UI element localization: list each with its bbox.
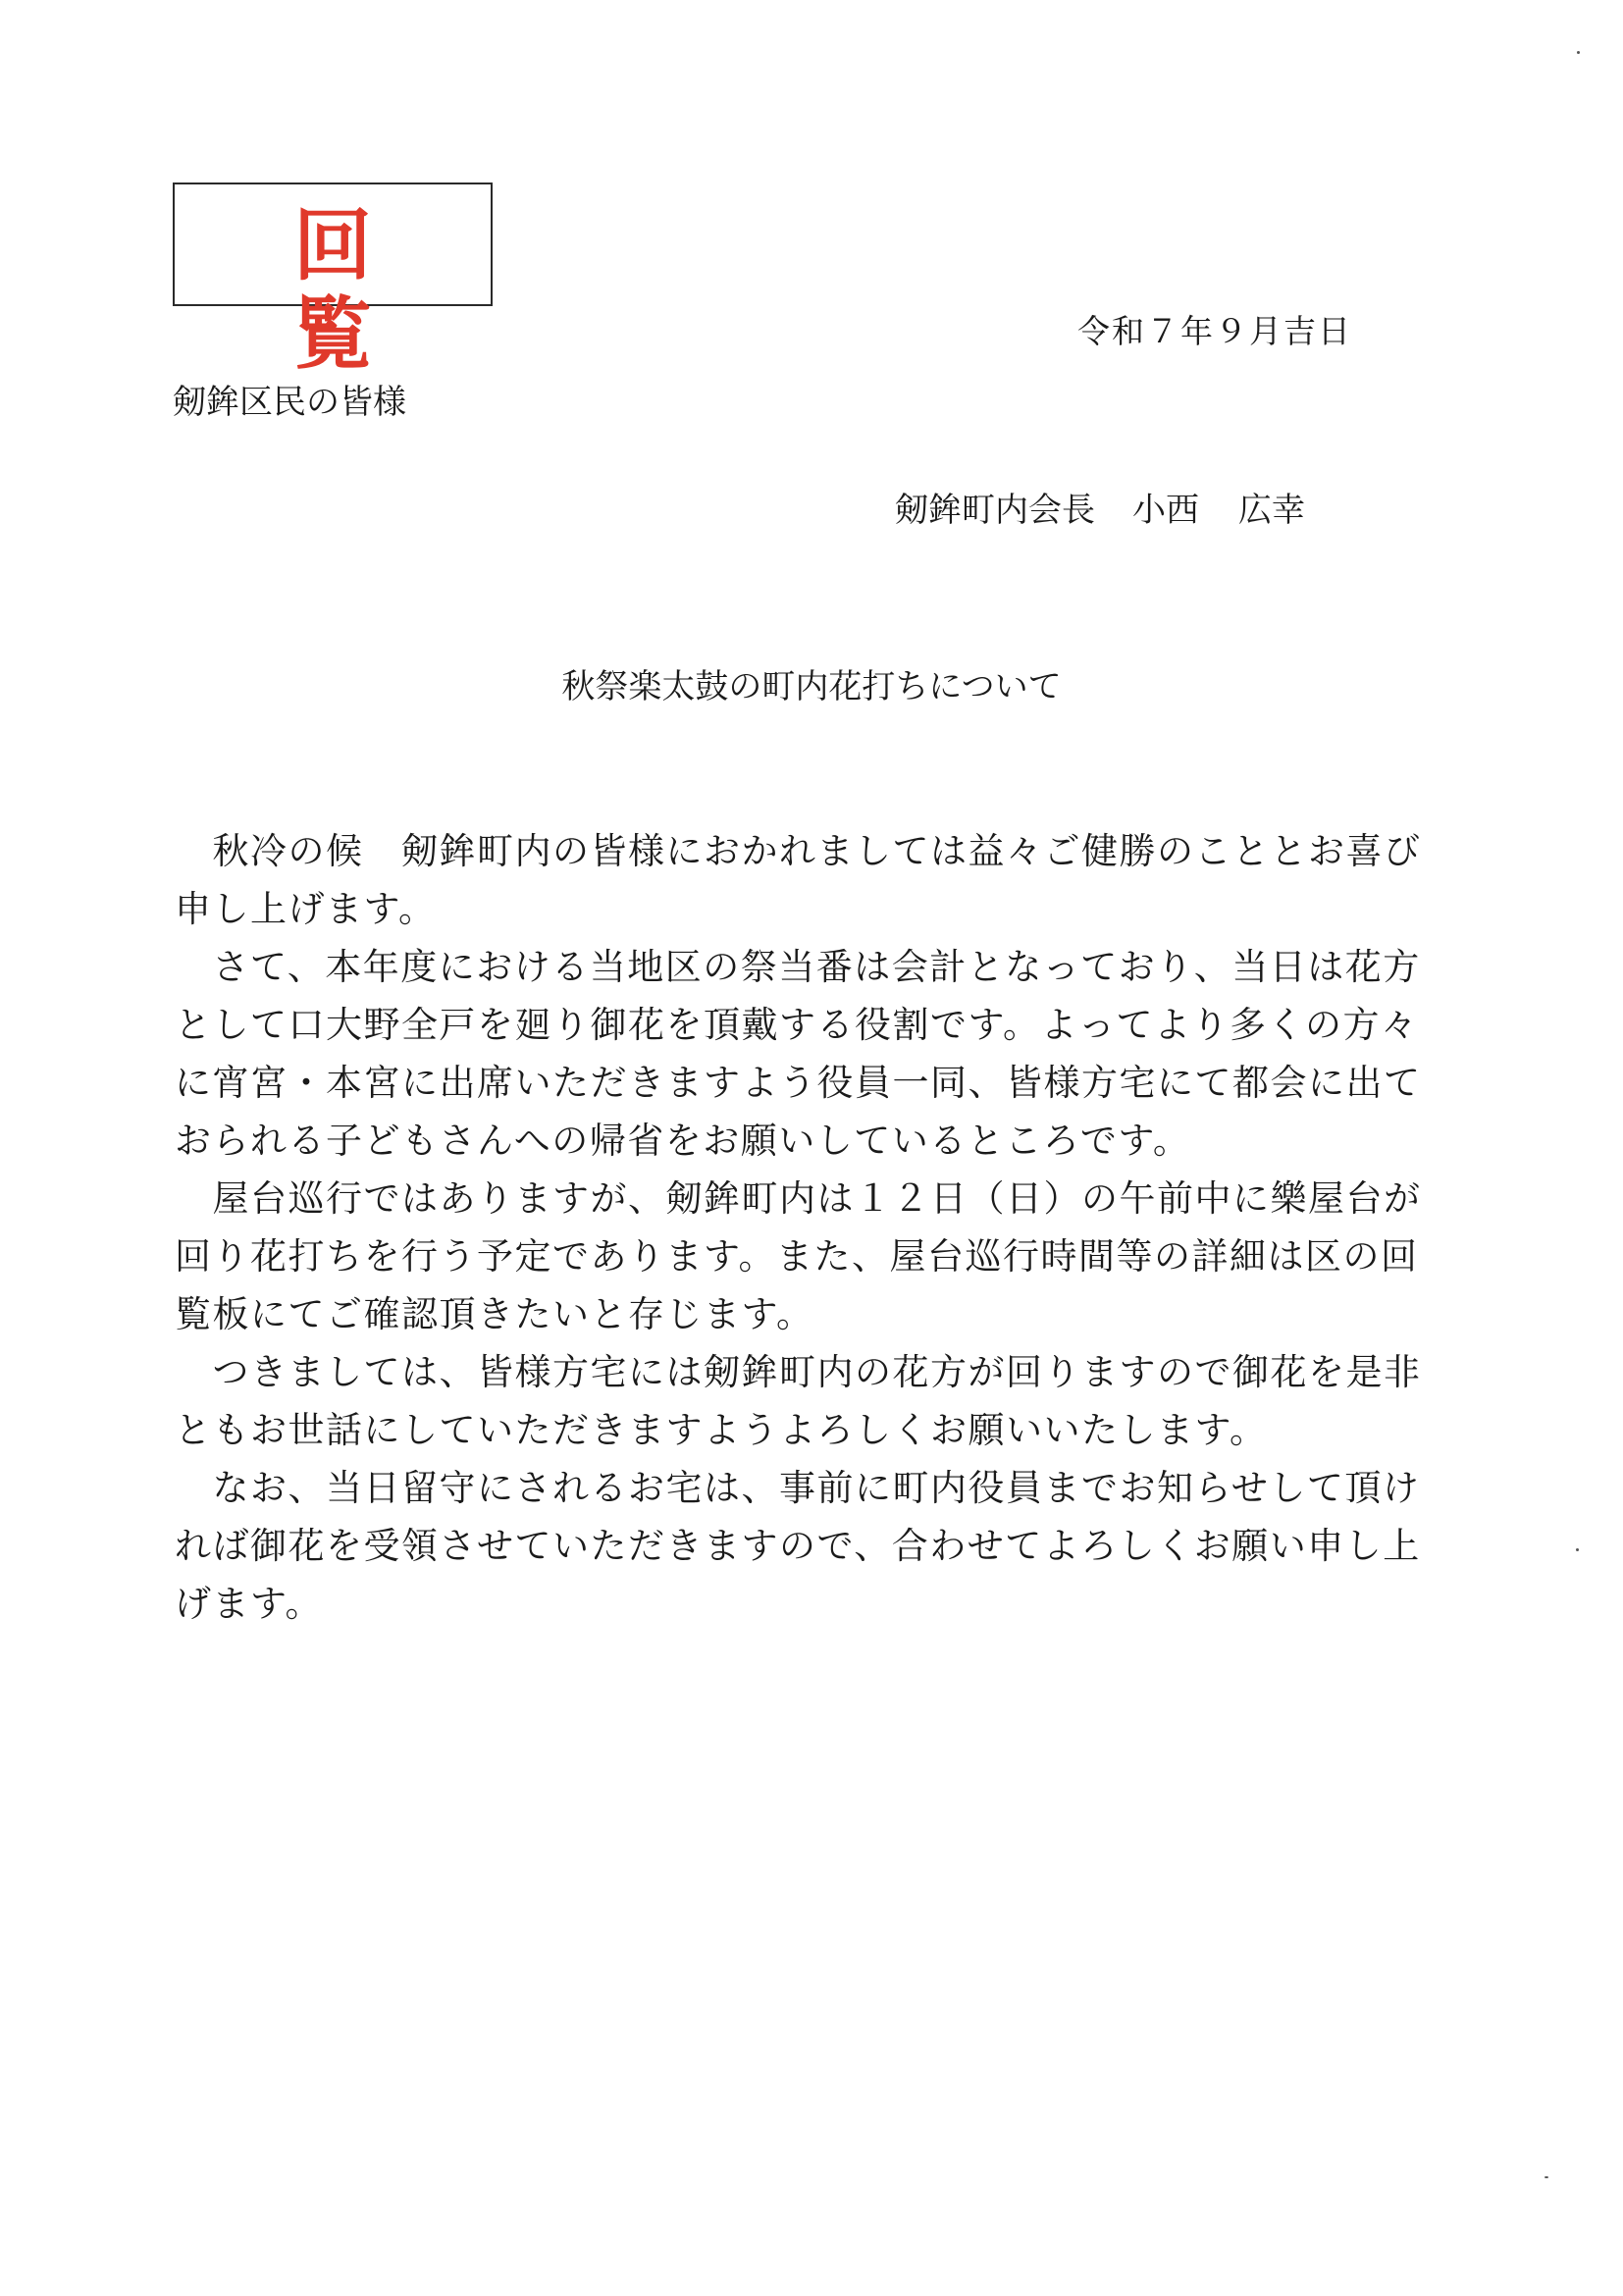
circular-stamp-label: 回覧 <box>293 200 433 380</box>
body-line: に宵宮・本宮に出席いただきますよう役員一同、皆様方宅にて都会に出て <box>175 1062 1422 1104</box>
body-line: れば御花を受領させていただきますので、合わせてよろしくお願い申し上 <box>175 1525 1421 1567</box>
sender-role: 剱鉾町内会長 <box>895 491 1095 530</box>
body-line: おられる子どもさんへの帰省をお願いしているところです。 <box>175 1120 1191 1162</box>
body-line: つきましては、皆様方宅には剱鉾町内の花方が回りますので御花を是非 <box>175 1351 1422 1393</box>
sender-signature <box>895 483 1305 531</box>
sender-surname: 小西 <box>1132 491 1199 530</box>
document-date: 令和７年９月吉日 <box>1077 312 1352 350</box>
body-line: 申し上げます。 <box>175 888 437 930</box>
body-line: 回り花打ちを行う予定であります。また、屋台巡行時間等の詳細は区の回 <box>175 1235 1419 1278</box>
sender-given-name: 広幸 <box>1238 491 1305 530</box>
body-line: ともお世話にしていただきますようよろしくお願いいたします。 <box>175 1409 1268 1451</box>
addressee: 剱鉾区民の皆様 <box>173 383 406 422</box>
body-line: さて、本年度における当地区の祭当番は会計となっており、当日は花方 <box>175 946 1421 988</box>
document-body <box>175 822 1421 1633</box>
scan-speck <box>1544 2176 1548 2178</box>
body-line: 屋台巡行ではありますが、剱鉾町内は１２日（日）の午前中に樂屋台が <box>175 1177 1422 1220</box>
body-line: なお、当日留守にされるお宅は、事前に町内役員までお知らせして頂け <box>175 1467 1421 1509</box>
body-line: 覧板にてご確認頂きたいと存じます。 <box>175 1293 814 1335</box>
circular-stamp-box <box>173 183 493 380</box>
document-title: 秋祭楽太鼓の町内花打ちについて <box>561 667 1062 706</box>
body-line: げます。 <box>175 1583 324 1625</box>
body-line: として口大野全戸を廻り御花を頂戴する役割です。よってより多くの方々 <box>175 1004 1419 1046</box>
scan-speck <box>1577 51 1580 54</box>
body-line: 秋冷の候 剱鉾町内の皆様におかれましては益々ご健勝のこととお喜び <box>175 830 1422 872</box>
scan-speck <box>1576 1548 1579 1551</box>
